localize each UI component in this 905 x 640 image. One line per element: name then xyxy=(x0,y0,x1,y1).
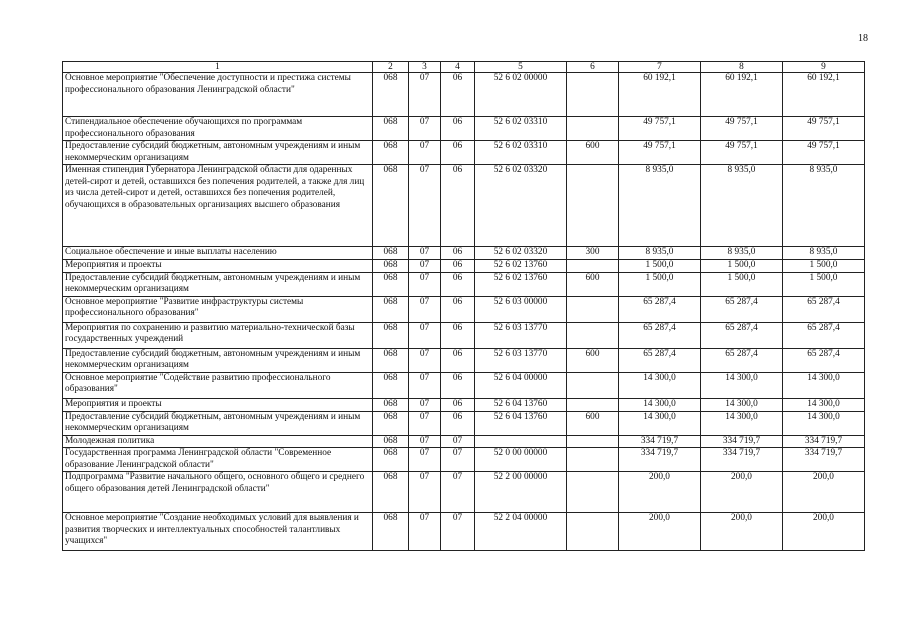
amount-col-8: 49 757,1 xyxy=(701,141,783,165)
amount-col-7: 1 500,0 xyxy=(619,272,701,296)
row-name: Основное мероприятие "Развитие инфраструктуры системы профессионального образования" xyxy=(63,296,373,322)
expense-type-code xyxy=(567,260,619,273)
target-article-code: 52 6 04 13760 xyxy=(475,411,567,435)
section-code: 07 xyxy=(409,117,441,141)
section-code: 07 xyxy=(409,322,441,348)
table-row xyxy=(63,513,865,551)
admin-code: 068 xyxy=(373,348,409,372)
column-header: 2 xyxy=(373,62,409,73)
table-row xyxy=(63,165,865,247)
target-article-code: 52 6 02 00000 xyxy=(475,73,567,117)
admin-code: 068 xyxy=(373,411,409,435)
subsection-code: 06 xyxy=(441,348,475,372)
amount-col-8: 65 287,4 xyxy=(701,322,783,348)
expense-type-code xyxy=(567,398,619,411)
subsection-code: 06 xyxy=(441,141,475,165)
target-article-code: 52 2 00 00000 xyxy=(475,472,567,513)
target-article-code: 52 6 02 13760 xyxy=(475,260,567,273)
subsection-code: 06 xyxy=(441,260,475,273)
subsection-code: 06 xyxy=(441,73,475,117)
amount-col-9: 1 500,0 xyxy=(783,260,865,273)
subsection-code: 07 xyxy=(441,513,475,551)
subsection-code: 06 xyxy=(441,398,475,411)
amount-col-8: 334 719,7 xyxy=(701,448,783,472)
row-name: Социальное обеспечение и иные выплаты населению xyxy=(63,247,373,260)
amount-col-8: 200,0 xyxy=(701,513,783,551)
admin-code: 068 xyxy=(373,372,409,398)
section-code: 07 xyxy=(409,165,441,247)
admin-code: 068 xyxy=(373,247,409,260)
column-header: 8 xyxy=(701,62,783,73)
amount-col-9: 49 757,1 xyxy=(783,141,865,165)
target-article-code: 52 6 04 00000 xyxy=(475,372,567,398)
column-header: 7 xyxy=(619,62,701,73)
expense-type-code xyxy=(567,296,619,322)
amount-col-7: 334 719,7 xyxy=(619,448,701,472)
amount-col-9: 200,0 xyxy=(783,472,865,513)
section-code: 07 xyxy=(409,247,441,260)
expense-type-code xyxy=(567,472,619,513)
amount-col-9: 65 287,4 xyxy=(783,322,865,348)
expense-type-code: 600 xyxy=(567,141,619,165)
row-name: Мероприятия и проекты xyxy=(63,398,373,411)
row-name: Основное мероприятие "Обеспечение доступности и престижа системы профессионального образования Ленинградской области" xyxy=(63,73,373,117)
header-row xyxy=(63,62,865,73)
amount-col-8: 334 719,7 xyxy=(701,435,783,448)
admin-code: 068 xyxy=(373,322,409,348)
target-article-code: 52 6 02 03310 xyxy=(475,117,567,141)
subsection-code: 07 xyxy=(441,435,475,448)
target-article-code: 52 6 02 03310 xyxy=(475,141,567,165)
row-name: Предоставление субсидий бюджетным, автономным учреждениям и иным некоммерческим организациям xyxy=(63,411,373,435)
subsection-code: 06 xyxy=(441,411,475,435)
section-code: 07 xyxy=(409,260,441,273)
admin-code: 068 xyxy=(373,513,409,551)
row-name: Предоставление субсидий бюджетным, автономным учреждениям и иным некоммерческим организациям xyxy=(63,141,373,165)
amount-col-8: 65 287,4 xyxy=(701,348,783,372)
amount-col-8: 14 300,0 xyxy=(701,398,783,411)
subsection-code: 06 xyxy=(441,165,475,247)
amount-col-9: 8 935,0 xyxy=(783,165,865,247)
expense-type-code xyxy=(567,513,619,551)
column-header: 1 xyxy=(63,62,373,73)
amount-col-8: 49 757,1 xyxy=(701,117,783,141)
amount-col-7: 1 500,0 xyxy=(619,260,701,273)
target-article-code: 52 0 00 00000 xyxy=(475,448,567,472)
section-code: 07 xyxy=(409,448,441,472)
amount-col-7: 65 287,4 xyxy=(619,322,701,348)
row-name: Мероприятия по сохранению и развитию материально-технической базы государственных учреждений xyxy=(63,322,373,348)
section-code: 07 xyxy=(409,513,441,551)
admin-code: 068 xyxy=(373,435,409,448)
expense-type-code: 300 xyxy=(567,247,619,260)
row-name: Предоставление субсидий бюджетным, автономным учреждениям и иным некоммерческим организациям xyxy=(63,348,373,372)
amount-col-9: 334 719,7 xyxy=(783,435,865,448)
amount-col-9: 14 300,0 xyxy=(783,398,865,411)
amount-col-7: 14 300,0 xyxy=(619,411,701,435)
amount-col-7: 334 719,7 xyxy=(619,435,701,448)
admin-code: 068 xyxy=(373,117,409,141)
amount-col-7: 49 757,1 xyxy=(619,117,701,141)
table-row xyxy=(63,448,865,472)
amount-col-7: 49 757,1 xyxy=(619,141,701,165)
section-code: 07 xyxy=(409,272,441,296)
row-name: Основное мероприятие "Создание необходимых условий для выявления и развития творческих и интеллектуальных способностей талантливых учащихся" xyxy=(63,513,373,551)
target-article-code: 52 6 04 13760 xyxy=(475,398,567,411)
amount-col-8: 8 935,0 xyxy=(701,247,783,260)
page-number: 18 xyxy=(858,33,868,44)
table-row xyxy=(63,117,865,141)
amount-col-8: 60 192,1 xyxy=(701,73,783,117)
column-header: 3 xyxy=(409,62,441,73)
row-name: Именная стипендия Губернатора Ленинградской области для одаренных детей-сирот и детей, оставшихся без попечения родителей, а также для лиц из числа детей-сирот и детей, оставшихся без попечения родителей, обучающихся в образовательных организациях высшего образования xyxy=(63,165,373,247)
amount-col-9: 14 300,0 xyxy=(783,372,865,398)
amount-col-9: 14 300,0 xyxy=(783,411,865,435)
admin-code: 068 xyxy=(373,296,409,322)
admin-code: 068 xyxy=(373,260,409,273)
amount-col-7: 65 287,4 xyxy=(619,348,701,372)
row-name: Государственная программа Ленинградской области "Современное образование Ленинградской области" xyxy=(63,448,373,472)
expense-type-code xyxy=(567,117,619,141)
section-code: 07 xyxy=(409,296,441,322)
subsection-code: 06 xyxy=(441,247,475,260)
target-article-code: 52 6 03 00000 xyxy=(475,296,567,322)
subsection-code: 06 xyxy=(441,322,475,348)
amount-col-8: 1 500,0 xyxy=(701,272,783,296)
table-row xyxy=(63,73,865,117)
expense-type-code: 600 xyxy=(567,348,619,372)
amount-col-9: 65 287,4 xyxy=(783,296,865,322)
subsection-code: 06 xyxy=(441,372,475,398)
amount-col-9: 65 287,4 xyxy=(783,348,865,372)
row-name: Молодежная политика xyxy=(63,435,373,448)
amount-col-8: 200,0 xyxy=(701,472,783,513)
admin-code: 068 xyxy=(373,448,409,472)
amount-col-7: 14 300,0 xyxy=(619,398,701,411)
subsection-code: 06 xyxy=(441,296,475,322)
section-code: 07 xyxy=(409,411,441,435)
target-article-code: 52 6 03 13770 xyxy=(475,348,567,372)
amount-col-7: 60 192,1 xyxy=(619,73,701,117)
amount-col-9: 200,0 xyxy=(783,513,865,551)
table-row xyxy=(63,296,865,322)
target-article-code: 52 6 02 03320 xyxy=(475,165,567,247)
section-code: 07 xyxy=(409,372,441,398)
amount-col-7: 8 935,0 xyxy=(619,247,701,260)
table-row xyxy=(63,272,865,296)
table-row xyxy=(63,472,865,513)
amount-col-9: 8 935,0 xyxy=(783,247,865,260)
subsection-code: 07 xyxy=(441,448,475,472)
expense-type-code: 600 xyxy=(567,411,619,435)
admin-code: 068 xyxy=(373,398,409,411)
expense-type-code xyxy=(567,448,619,472)
amount-col-8: 14 300,0 xyxy=(701,411,783,435)
admin-code: 068 xyxy=(373,165,409,247)
amount-col-9: 60 192,1 xyxy=(783,73,865,117)
target-article-code xyxy=(475,435,567,448)
amount-col-7: 200,0 xyxy=(619,472,701,513)
section-code: 07 xyxy=(409,472,441,513)
column-header: 5 xyxy=(475,62,567,73)
subsection-code: 06 xyxy=(441,117,475,141)
target-article-code: 52 6 03 13770 xyxy=(475,322,567,348)
admin-code: 068 xyxy=(373,73,409,117)
amount-col-9: 1 500,0 xyxy=(783,272,865,296)
amount-col-7: 65 287,4 xyxy=(619,296,701,322)
expense-type-code xyxy=(567,372,619,398)
column-header: 4 xyxy=(441,62,475,73)
subsection-code: 06 xyxy=(441,272,475,296)
expense-type-code: 600 xyxy=(567,272,619,296)
row-name: Подпрограмма "Развитие начального общего, основного общего и среднего общего образования детей Ленинградской области" xyxy=(63,472,373,513)
amount-col-8: 1 500,0 xyxy=(701,260,783,273)
expense-type-code xyxy=(567,165,619,247)
row-name: Основное мероприятие "Содействие развитию профессионального образования" xyxy=(63,372,373,398)
amount-col-9: 49 757,1 xyxy=(783,117,865,141)
table-row xyxy=(63,322,865,348)
section-code: 07 xyxy=(409,348,441,372)
column-header: 6 xyxy=(567,62,619,73)
row-name: Мероприятия и проекты xyxy=(63,260,373,273)
section-code: 07 xyxy=(409,73,441,117)
table-row xyxy=(63,411,865,435)
subsection-code: 07 xyxy=(441,472,475,513)
amount-col-8: 65 287,4 xyxy=(701,296,783,322)
expense-type-code xyxy=(567,322,619,348)
amount-col-7: 14 300,0 xyxy=(619,372,701,398)
amount-col-8: 8 935,0 xyxy=(701,165,783,247)
expense-type-code xyxy=(567,73,619,117)
row-name: Предоставление субсидий бюджетным, автономным учреждениям и иным некоммерческим организациям xyxy=(63,272,373,296)
table-row xyxy=(63,260,865,273)
amount-col-9: 334 719,7 xyxy=(783,448,865,472)
admin-code: 068 xyxy=(373,272,409,296)
amount-col-8: 14 300,0 xyxy=(701,372,783,398)
amount-col-7: 200,0 xyxy=(619,513,701,551)
target-article-code: 52 6 02 13760 xyxy=(475,272,567,296)
table-row xyxy=(63,141,865,165)
section-code: 07 xyxy=(409,141,441,165)
row-name: Стипендиальное обеспечение обучающихся по программам профессионального образования xyxy=(63,117,373,141)
target-article-code: 52 2 04 00000 xyxy=(475,513,567,551)
table-row xyxy=(63,435,865,448)
column-header: 9 xyxy=(783,62,865,73)
target-article-code: 52 6 02 03320 xyxy=(475,247,567,260)
admin-code: 068 xyxy=(373,141,409,165)
admin-code: 068 xyxy=(373,472,409,513)
table-row xyxy=(63,372,865,398)
table-row xyxy=(63,348,865,372)
table-row xyxy=(63,398,865,411)
section-code: 07 xyxy=(409,398,441,411)
amount-col-7: 8 935,0 xyxy=(619,165,701,247)
table-row xyxy=(63,247,865,260)
expense-type-code xyxy=(567,435,619,448)
section-code: 07 xyxy=(409,435,441,448)
budget-table xyxy=(62,61,865,551)
